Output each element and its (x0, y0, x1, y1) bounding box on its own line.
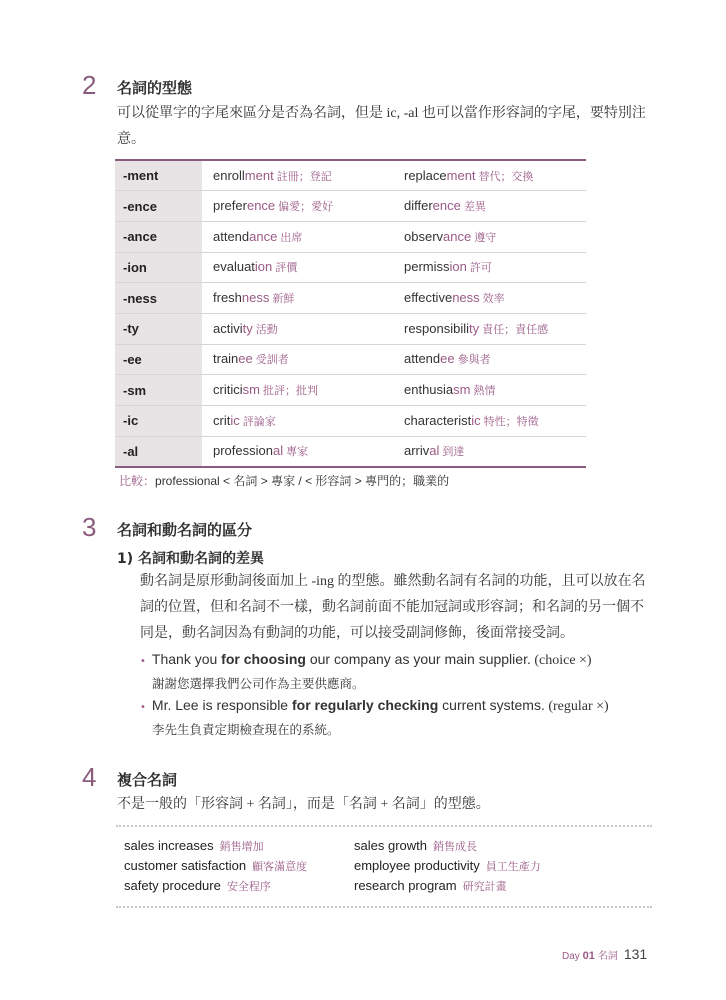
suffix-cell: -ic (115, 406, 202, 437)
example-word-1: trainee 受訓者 (213, 351, 289, 367)
footer-day: Day 01 (562, 950, 595, 962)
suffix-row (115, 313, 586, 344)
example-word-1: critic 評論家 (213, 412, 276, 428)
paragraph-line: 動名詞是原形動詞後面加上 -ing 的型態。雖然動名詞有名詞的功能，且可以放在名 (140, 574, 646, 589)
suffix-cell: -ment (115, 160, 202, 191)
example-text: Mr. Lee is responsible for regularly checking current systems. (151, 697, 545, 713)
suffix-row (115, 436, 586, 467)
bullet: • (140, 656, 146, 667)
page-number: 131 (623, 946, 648, 962)
section-title-noun-forms: 名詞的型態 (117, 79, 193, 97)
section3-paragraph (140, 569, 660, 647)
example-word-1: freshness 新鮮 (213, 290, 295, 306)
suffix-row (115, 283, 586, 314)
section-number-3: 3 (82, 512, 97, 542)
compound-item: sales increases 銷售增加 (124, 838, 264, 853)
example-sentence-2 (140, 697, 609, 738)
paragraph-line: 同是，動名詞因為有動詞的功能，可以接受副詞修飾，後面常接受詞。 (140, 626, 574, 641)
footer-chapter: 名詞 (597, 951, 618, 962)
suffix-cell: -ion (115, 252, 202, 283)
compound-item: employee productivity 員工生產力 (354, 858, 541, 873)
section4-paragraph: 不是一般的「形容詞 + 名詞」，而是「名詞 + 名詞」的型態。 (117, 797, 490, 812)
suffix-cell: -sm (115, 375, 202, 406)
suffix-row (115, 252, 586, 283)
compound-item: sales growth 銷售成長 (354, 838, 477, 853)
suffix-row (115, 406, 586, 437)
example-tag: (regular ×) (544, 699, 609, 714)
suffix-row (115, 344, 586, 375)
example-word-2: observance 遵守 (404, 228, 497, 244)
note-text: professional < 名詞 > 專家 / < 形容詞 > 專門的；職業的 (155, 474, 450, 488)
comparison-note (119, 472, 449, 489)
dotted-divider-bottom (116, 906, 652, 908)
suffix-cell: -ence (115, 191, 202, 222)
page-footer (562, 946, 647, 964)
example-translation: 李先生負責定期檢查現在的系統。 (152, 722, 340, 737)
paragraph-line: 詞的位置，但和名詞不一樣，動名詞前面不能加冠詞或形容詞；和名詞的另一個不 (140, 600, 644, 615)
suffix-row (115, 375, 586, 406)
example-word-1: preference 偏愛；愛好 (213, 198, 334, 214)
example-word-1: attendance 出席 (213, 228, 303, 244)
suffix-cell: -ness (115, 283, 202, 314)
example-word-2: characteristic 特性；特徵 (404, 412, 539, 428)
example-word-1: evaluation 評價 (213, 259, 298, 275)
bullet: • (140, 702, 146, 713)
suffix-table (115, 159, 586, 468)
example-word-2: attendee 參與者 (404, 351, 491, 367)
note-label: 比較： (119, 474, 156, 488)
section2-paragraph (117, 101, 657, 153)
example-word-2: arrival 到達 (404, 443, 465, 459)
suffix-row (115, 160, 586, 191)
example-word-1: enrollment 註冊；登記 (213, 167, 332, 183)
suffix-row (115, 191, 586, 222)
section-number-4: 4 (82, 762, 97, 792)
suffix-cell: -al (115, 436, 202, 467)
example-word-2: responsibility 責任；責任感 (404, 320, 549, 336)
section-title-compound-nouns: 複合名詞 (117, 771, 178, 789)
example-word-2: enthusiasm 熱情 (404, 382, 496, 398)
example-tag: (choice ×) (530, 653, 592, 668)
example-word-2: permission 許可 (404, 259, 492, 275)
example-word-2: replacement 替代；交換 (404, 167, 534, 183)
section-title-noun-vs-gerund: 名詞和動名詞的區分 (117, 521, 253, 539)
compound-item: customer satisfaction 顧客滿意度 (124, 858, 308, 873)
section-number-2: 2 (82, 70, 97, 100)
example-word-2: difference 差異 (404, 198, 486, 214)
example-text: Thank you for choosing our company as your main supplier. (151, 651, 531, 667)
compound-item: research program 研究計畫 (354, 878, 507, 893)
example-word-1: professional 專家 (213, 443, 309, 459)
sub-title-difference: 1) 名詞和動名詞的差異 (117, 551, 265, 567)
suffix-cell: -ance (115, 221, 202, 252)
paragraph-line: 可以從單字的字尾來區分是否為名詞，但是 ic, -al 也可以當作形容詞的字尾，要特別注 (117, 106, 646, 121)
example-word-1: activity 活動 (213, 320, 278, 336)
suffix-cell: -ee (115, 344, 202, 375)
example-word-2: effectiveness 效率 (404, 290, 505, 306)
paragraph-line: 意。 (117, 132, 145, 147)
example-translation: 謝謝您選擇我們公司作為主要供應商。 (152, 676, 365, 691)
example-sentence-1 (140, 651, 592, 692)
example-word-1: criticism 批評；批判 (213, 382, 318, 398)
dotted-divider-top (116, 825, 652, 827)
suffix-row (115, 221, 586, 252)
compound-item: safety procedure 安全程序 (124, 878, 271, 893)
suffix-cell: -ty (115, 313, 202, 344)
